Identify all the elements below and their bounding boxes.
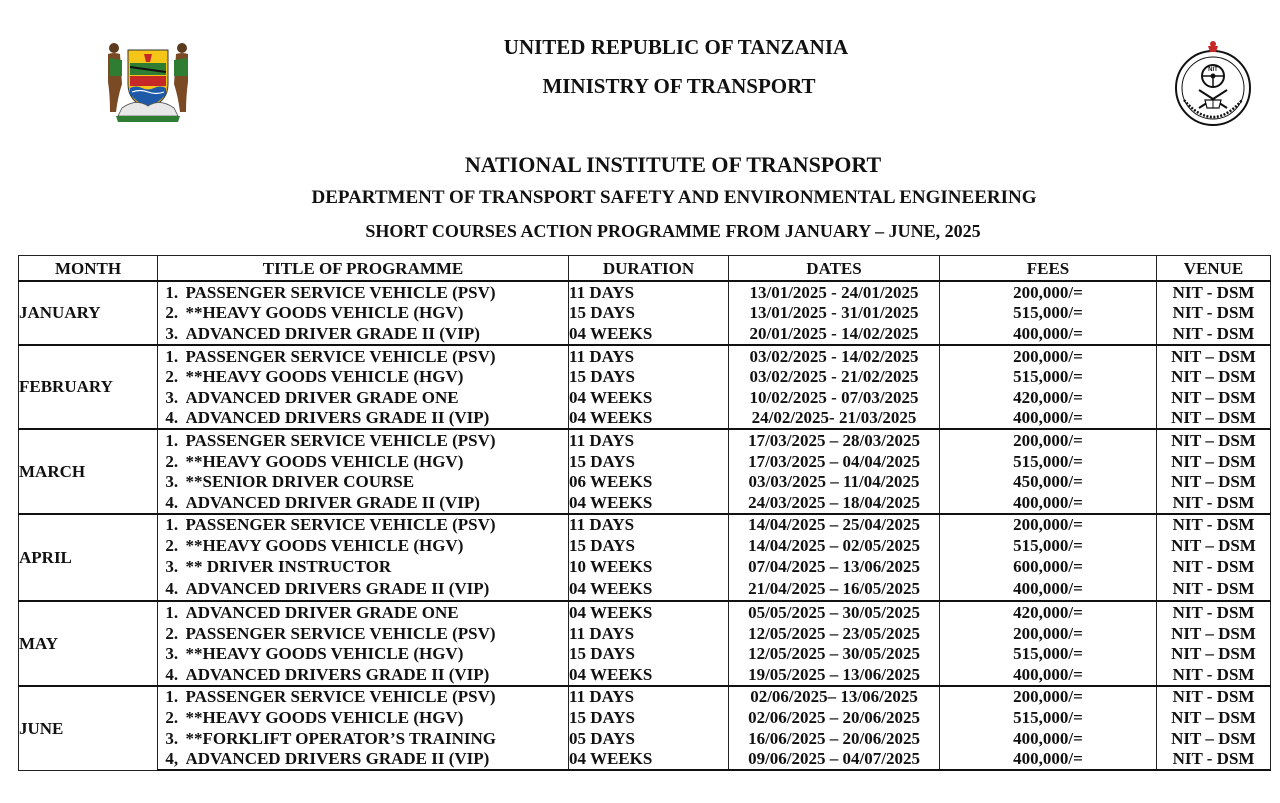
fees-cell: 200,000/= [940,623,1157,644]
title-cell: PASSENGER SERVICE VEHICLE (PSV) [186,281,569,303]
department-heading: DEPARTMENT OF TRANSPORT SAFETY AND ENVIRONMENTAL ENGINEERING [311,187,1037,208]
fees-cell: 400,000/= [940,492,1157,514]
dates-column-header: DATES [729,256,940,282]
venue-cell: NIT – DSM [1157,429,1271,451]
row-number-cell: 4, [158,748,186,770]
duration-cell: 04 WEEKS [569,748,729,770]
dates-cell: 10/02/2025 - 07/03/2025 [729,387,940,408]
row-number-cell: 2. [158,535,186,556]
table-row [19,686,1271,708]
title-cell: **HEAVY GOODS VEHICLE (HGV) [186,707,569,728]
title-cell: ADVANCED DRIVERS GRADE II (VIP) [186,408,569,430]
dates-cell: 12/05/2025 – 30/05/2025 [729,644,940,665]
title-cell: ADVANCED DRIVERS GRADE II (VIP) [186,748,569,770]
dates-cell: 03/02/2025 - 14/02/2025 [729,345,940,367]
fees-cell: 420,000/= [940,601,1157,623]
fees-column-header: FEES [940,256,1157,282]
venue-cell: NIT - DSM [1157,514,1271,536]
title-cell: ADVANCED DRIVERS GRADE II (VIP) [186,664,569,686]
table-row [19,451,1271,472]
dates-cell: 09/06/2025 – 04/07/2025 [729,748,940,770]
row-number-cell: 2. [158,707,186,728]
fees-cell: 200,000/= [940,429,1157,451]
title-cell: **FORKLIFT OPERATOR’S TRAINING [186,728,569,749]
title-cell: ADVANCED DRIVER GRADE II (VIP) [186,492,569,514]
table-body [19,281,1271,770]
venue-cell: NIT - DSM [1157,281,1271,303]
duration-cell: 04 WEEKS [569,601,729,623]
duration-cell: 15 DAYS [569,303,729,324]
venue-cell: NIT - DSM [1157,576,1271,601]
title-cell: **HEAVY GOODS VEHICLE (HGV) [186,303,569,324]
venue-cell: NIT – DSM [1157,623,1271,644]
row-number-cell: 2. [158,623,186,644]
table-row [19,323,1271,345]
table-row [19,366,1271,387]
table-row [19,281,1271,303]
title-cell: PASSENGER SERVICE VEHICLE (PSV) [186,686,569,708]
duration-cell: 04 WEEKS [569,664,729,686]
dates-cell: 24/03/2025 – 18/04/2025 [729,492,940,514]
table-row [19,623,1271,644]
dates-cell: 21/04/2025 – 16/05/2025 [729,576,940,601]
month-cell: FEBRUARY [19,345,158,429]
table-row [19,471,1271,492]
title-cell: ADVANCED DRIVER GRADE ONE [186,387,569,408]
fees-cell: 200,000/= [940,686,1157,708]
duration-cell: 11 DAYS [569,686,729,708]
institute-heading: NATIONAL INSTITUTE OF TRANSPORT [464,152,882,177]
title-cell: **HEAVY GOODS VEHICLE (HGV) [186,644,569,665]
dates-cell: 13/01/2025 - 31/01/2025 [729,303,940,324]
row-number-cell: 1. [158,686,186,708]
venue-cell: NIT – DSM [1157,644,1271,665]
month-cell: MAY [19,601,158,685]
title-cell: PASSENGER SERVICE VEHICLE (PSV) [186,429,569,451]
fees-cell: 200,000/= [940,281,1157,303]
row-number-cell: 4. [158,408,186,430]
title-cell: ** DRIVER INSTRUCTOR [186,556,569,577]
duration-cell: 04 WEEKS [569,576,729,601]
dates-cell: 12/05/2025 – 23/05/2025 [729,623,940,644]
table-row [19,345,1271,367]
fees-cell: 515,000/= [940,707,1157,728]
table-row [19,748,1271,770]
venue-cell: NIT – DSM [1157,535,1271,556]
venue-cell: NIT – DSM [1157,451,1271,472]
table-row [19,429,1271,451]
row-number-cell: 2. [158,366,186,387]
duration-cell: 15 DAYS [569,535,729,556]
venue-cell: NIT - DSM [1157,556,1271,577]
table-row [19,576,1271,601]
nit-emblem-text: NIT [1208,67,1218,73]
dates-cell: 20/01/2025 - 14/02/2025 [729,323,940,345]
duration-column-header: DURATION [569,256,729,282]
table-row [19,728,1271,749]
title-cell: ADVANCED DRIVER GRADE ONE [186,601,569,623]
venue-cell: NIT - DSM [1157,686,1271,708]
table-row [19,514,1271,536]
title-cell: PASSENGER SERVICE VEHICLE (PSV) [186,514,569,536]
dates-cell: 19/05/2025 – 13/06/2025 [729,664,940,686]
month-cell: APRIL [19,514,158,602]
title-cell: **HEAVY GOODS VEHICLE (HGV) [186,535,569,556]
venue-cell: NIT - DSM [1157,492,1271,514]
duration-cell: 11 DAYS [569,345,729,367]
duration-cell: 06 WEEKS [569,471,729,492]
duration-cell: 04 WEEKS [569,408,729,430]
month-cell: JUNE [19,686,158,770]
row-number-cell: 3. [158,644,186,665]
row-number-cell: 3. [158,471,186,492]
fees-cell: 515,000/= [940,535,1157,556]
venue-cell: NIT - DSM [1157,303,1271,324]
venue-cell: NIT - DSM [1157,748,1271,770]
row-number-cell: 3. [158,556,186,577]
month-cell: JANUARY [19,281,158,345]
title-column-header: TITLE OF PROGRAMME [158,256,569,282]
table-row [19,556,1271,577]
fees-cell: 200,000/= [940,345,1157,367]
dates-cell: 16/06/2025 – 20/06/2025 [729,728,940,749]
venue-cell: NIT – DSM [1157,408,1271,430]
duration-cell: 05 DAYS [569,728,729,749]
dates-cell: 03/02/2025 - 21/02/2025 [729,366,940,387]
table-row [19,601,1271,623]
month-column-header: MONTH [19,256,158,282]
dates-cell: 07/04/2025 – 13/06/2025 [729,556,940,577]
venue-cell: NIT – DSM [1157,366,1271,387]
fees-cell: 200,000/= [940,514,1157,536]
row-number-cell: 2. [158,451,186,472]
programme-heading: SHORT COURSES ACTION PROGRAMME FROM JANUARY – JUNE, 2025 [365,221,981,241]
duration-cell: 11 DAYS [569,514,729,536]
table-row [19,707,1271,728]
venue-cell: NIT – DSM [1157,387,1271,408]
duration-cell: 15 DAYS [569,707,729,728]
row-number-cell: 3. [158,387,186,408]
fees-cell: 400,000/= [940,576,1157,601]
row-number-cell: 3. [158,323,186,345]
title-cell: PASSENGER SERVICE VEHICLE (PSV) [186,345,569,367]
programme-table [18,255,1271,771]
row-number-cell: 4. [158,664,186,686]
fees-cell: 515,000/= [940,303,1157,324]
duration-cell: 11 DAYS [569,623,729,644]
fees-cell: 515,000/= [940,366,1157,387]
ministry-heading: MINISTRY OF TRANSPORT [542,74,816,98]
duration-cell: 04 WEEKS [569,387,729,408]
table-row [19,408,1271,430]
dates-cell: 17/03/2025 – 04/04/2025 [729,451,940,472]
table-row [19,664,1271,686]
table-row [19,387,1271,408]
fees-cell: 420,000/= [940,387,1157,408]
venue-column-header: VENUE [1157,256,1271,282]
dates-cell: 05/05/2025 – 30/05/2025 [729,601,940,623]
venue-cell: NIT – DSM [1157,471,1271,492]
table-header-row [19,256,1271,282]
fees-cell: 400,000/= [940,408,1157,430]
title-cell: ADVANCED DRIVERS GRADE II (VIP) [186,576,569,601]
fees-cell: 400,000/= [940,728,1157,749]
title-cell: **HEAVY GOODS VEHICLE (HGV) [186,366,569,387]
table-row [19,492,1271,514]
month-cell: MARCH [19,429,158,513]
row-number-cell: 1. [158,345,186,367]
dates-cell: 17/03/2025 – 28/03/2025 [729,429,940,451]
duration-cell: 04 WEEKS [569,323,729,345]
duration-cell: 10 WEEKS [569,556,729,577]
duration-cell: 15 DAYS [569,451,729,472]
dates-cell: 24/02/2025- 21/03/2025 [729,408,940,430]
dates-cell: 14/04/2025 – 25/04/2025 [729,514,940,536]
dates-cell: 14/04/2025 – 02/05/2025 [729,535,940,556]
venue-cell: NIT - DSM [1157,601,1271,623]
row-number-cell: 1. [158,514,186,536]
duration-cell: 04 WEEKS [569,492,729,514]
row-number-cell: 4. [158,492,186,514]
venue-cell: NIT - DSM [1157,323,1271,345]
row-number-cell: 3. [158,728,186,749]
fees-cell: 400,000/= [940,748,1157,770]
fees-cell: 515,000/= [940,451,1157,472]
row-number-cell: 1. [158,601,186,623]
duration-cell: 15 DAYS [569,644,729,665]
fees-cell: 450,000/= [940,471,1157,492]
venue-cell: NIT – DSM [1157,728,1271,749]
dates-cell: 13/01/2025 - 24/01/2025 [729,281,940,303]
fees-cell: 600,000/= [940,556,1157,577]
row-number-cell: 1. [158,429,186,451]
title-cell: **HEAVY GOODS VEHICLE (HGV) [186,451,569,472]
title-cell: **SENIOR DRIVER COURSE [186,471,569,492]
table-row [19,303,1271,324]
venue-cell: NIT – DSM [1157,345,1271,367]
fees-cell: 400,000/= [940,323,1157,345]
title-cell: ADVANCED DRIVER GRADE II (VIP) [186,323,569,345]
row-number-cell: 4. [158,576,186,601]
republic-heading: UNITED REPUBLIC OF TANZANIA [503,35,849,59]
dates-cell: 03/03/2025 – 11/04/2025 [729,471,940,492]
title-cell: PASSENGER SERVICE VEHICLE (PSV) [186,623,569,644]
venue-cell: NIT – DSM [1157,707,1271,728]
table-row [19,535,1271,556]
row-number-cell: 2. [158,303,186,324]
duration-cell: 11 DAYS [569,281,729,303]
table-row [19,644,1271,665]
venue-cell: NIT - DSM [1157,664,1271,686]
row-number-cell: 1. [158,281,186,303]
duration-cell: 15 DAYS [569,366,729,387]
dates-cell: 02/06/2025– 13/06/2025 [729,686,940,708]
dates-cell: 02/06/2025 – 20/06/2025 [729,707,940,728]
duration-cell: 11 DAYS [569,429,729,451]
fees-cell: 400,000/= [940,664,1157,686]
fees-cell: 515,000/= [940,644,1157,665]
